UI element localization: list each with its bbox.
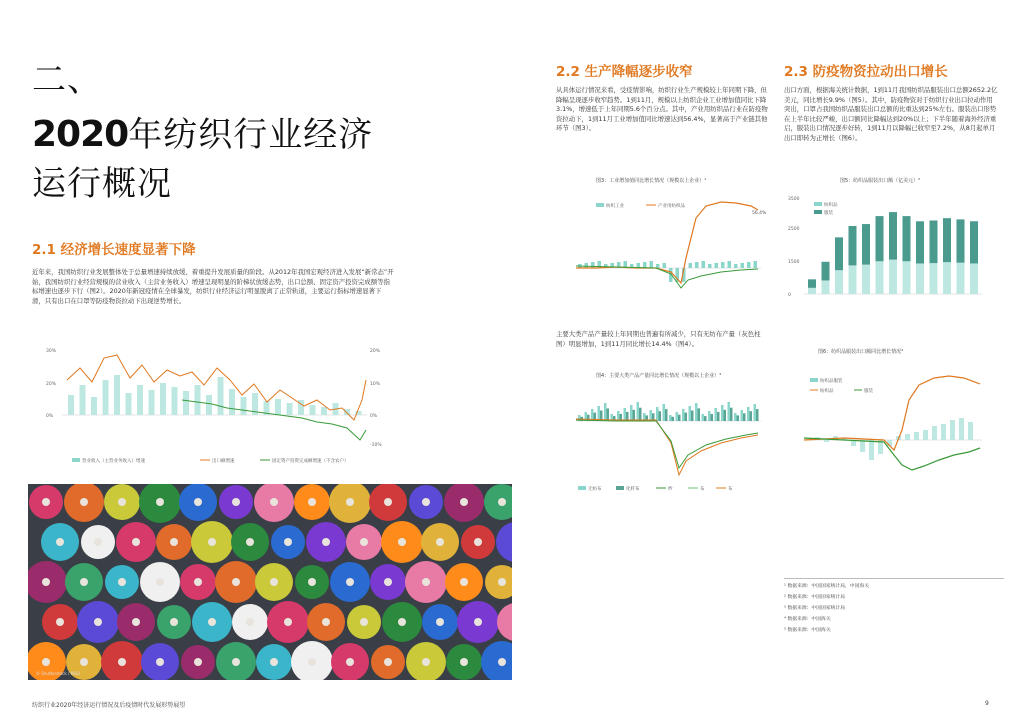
figure-5-title: 图5：纺织品服装出口额（亿美元）² [840, 178, 921, 184]
y-right-tick: 10% [370, 382, 381, 387]
fig5-bars [808, 212, 978, 294]
fig5-bar-textiles [822, 280, 830, 294]
fig3-bar [650, 261, 654, 268]
y-left-tick: 20% [46, 382, 57, 387]
fig6-bar [824, 440, 829, 442]
fig2-bar [183, 391, 189, 415]
spool-core [232, 578, 240, 586]
fig4-bar [715, 408, 718, 421]
fig5-bar-apparel [930, 220, 938, 263]
spool-core [474, 538, 482, 546]
fig6-bar [914, 432, 919, 440]
fig5-y-tick: 1500 [788, 260, 800, 265]
fig5-bar-textiles [903, 261, 911, 294]
fig4-bar [624, 408, 627, 421]
fig5-bar-textiles [876, 261, 884, 294]
note-2: ² 数据来源：中国国家统计局 [784, 595, 846, 600]
spool-core [308, 658, 316, 666]
fig4-bar [633, 410, 636, 421]
fig4-bar [691, 411, 694, 422]
spool-core [170, 538, 178, 546]
spool-core [436, 618, 444, 626]
section-2-3-paragraph: 出口方面，根据海关统计数据，1到11月我国纺织品服装出口总额2652.2亿美元，同比增长9.9%（图5）。其中，防疫物资对于纺织行业出口拉动作用突出，口罩占我国纺织品服装出口总额的比重达到25%左右。服装出口形势在上半年比较严峻，出口额同比降幅达到20%以上；下半年随着海外经济重启，服装出口情况逐步好转，1到11月以降幅已收窄至7.2%，从8月起单月出口即转为正增长（图6）。 [784, 86, 998, 142]
spool-core [436, 538, 444, 546]
fig3-bar [695, 262, 699, 268]
fig2-bars [68, 375, 362, 415]
fig2-bar [321, 407, 327, 415]
spool-core [80, 658, 88, 666]
spool-core [56, 618, 64, 626]
fig4-bar [672, 417, 675, 421]
fig5-bar-textiles [916, 263, 924, 294]
spool-core [398, 618, 406, 626]
fig4-bars [578, 402, 759, 421]
spool-core [322, 618, 330, 626]
y-right-tick: 20% [370, 349, 381, 354]
fig4-bar [639, 408, 642, 421]
spool-core [246, 538, 254, 546]
legend-investment: 固定资产投资完成额增速（不含农户） [272, 459, 349, 464]
photo-credit: © Shutterstock / M&D [36, 671, 81, 676]
fig3-end-label: 56.4% [752, 211, 766, 216]
spool-core [270, 658, 278, 666]
fig4-bar [650, 410, 653, 421]
fig2-bar [275, 399, 281, 415]
fig4-bar [717, 412, 720, 421]
spool-core [208, 538, 216, 546]
section-2-3-heading: 2.3 防疫物资拉动出口增长 [784, 64, 948, 80]
fig5-bar-textiles [957, 263, 965, 294]
fig2-bar [80, 385, 86, 415]
fig5-bar-apparel [849, 226, 857, 265]
note-5: ⁵ 数据来源：中国海关 [784, 628, 831, 633]
fig2-bar [229, 389, 235, 415]
spool-core [284, 618, 292, 626]
fig5-bar-apparel [970, 221, 978, 263]
spool-core [194, 578, 202, 586]
fig6-bar [923, 430, 928, 440]
fig5-bar-textiles [849, 265, 857, 294]
fig2-bar [91, 397, 97, 415]
spool-core [156, 578, 164, 586]
note-4: ⁴ 数据来源：中国海关 [784, 617, 831, 622]
spool-core [346, 578, 354, 586]
fig4-bar [750, 411, 753, 421]
spool-core [308, 578, 316, 586]
fig4-orange-line [576, 419, 758, 475]
fig5-bar-apparel [835, 237, 843, 270]
spool-core [422, 658, 430, 666]
title-year: 2020 [32, 114, 129, 155]
legend-fig6-textile-apparel: 纺织品服装 [820, 379, 843, 384]
spool-core [398, 538, 406, 546]
fig4-bar [695, 403, 698, 421]
fig5-bar-textiles [889, 260, 897, 294]
page-title [32, 112, 373, 158]
spool-core [194, 658, 202, 666]
fig4-bar [663, 404, 666, 421]
legend-yarn: 纱 [668, 487, 673, 492]
spool-core [118, 578, 126, 586]
spool-core [94, 618, 102, 626]
spool-core [498, 658, 506, 666]
legend-revenue: 营业收入（主营业务收入）增速 [82, 459, 145, 464]
fig4-bar [630, 405, 633, 421]
fig4-bar [685, 413, 688, 421]
fig5-bar-apparel [862, 224, 870, 265]
fig5-bar-apparel [822, 262, 830, 281]
spool-core [498, 498, 506, 506]
figure-4-title: 图4：主要大类产品产量同比增长情况（规模以上企业）³ [596, 373, 722, 379]
fig3-bar [591, 262, 595, 268]
legend-textiles: 纺织品 [824, 203, 838, 208]
y-left-tick: 0% [46, 414, 54, 419]
fig4-bar [604, 403, 607, 421]
spool-core [422, 498, 430, 506]
spool-core [384, 498, 392, 506]
fig3-bar [741, 263, 745, 268]
fig2-bar [172, 387, 178, 415]
fig3-bar [728, 261, 732, 268]
fig4-bar [678, 415, 681, 421]
spool-core [232, 658, 240, 666]
fig3-bar [721, 262, 725, 268]
fig4-bar [659, 411, 662, 421]
section-2-1-heading: 2.1 经济增长速度显著下降 [32, 242, 196, 258]
fig5-bar-textiles [862, 265, 870, 294]
fig2-bar [137, 385, 143, 415]
fig5-bar-apparel [808, 279, 816, 288]
fig3-bar [708, 264, 712, 268]
fig4-bar [598, 406, 601, 421]
spool-core [208, 618, 216, 626]
fig4-bar [747, 407, 750, 421]
fig2-bar [126, 393, 132, 415]
figure-2-chart [32, 340, 392, 470]
spool-core [308, 498, 316, 506]
fig6-bar [860, 440, 865, 452]
fig2-bar [103, 380, 109, 415]
fig4-bar [730, 408, 733, 421]
spool-core [346, 658, 354, 666]
spool-core [42, 498, 50, 506]
fig3-bar [656, 264, 660, 268]
fig4-bar [682, 409, 685, 421]
source-notes [784, 578, 1004, 636]
fig4-bar [689, 406, 692, 421]
fig4-bar [702, 414, 705, 421]
spool-core [460, 658, 468, 666]
fig3-bar [689, 263, 693, 268]
spool-core [384, 578, 392, 586]
fig4-bar [704, 416, 707, 421]
fig2-bar [344, 409, 350, 415]
fig2-bar [114, 375, 120, 415]
fig4-bar [656, 407, 659, 421]
figure-3-chart [556, 188, 766, 303]
fig6-bar [968, 422, 973, 440]
spool-core [384, 658, 392, 666]
fig5-y-tick: 3500 [788, 197, 800, 202]
section-2-2-heading: 2.2 生产降幅逐步收窄 [556, 64, 693, 80]
fig3-bar [754, 261, 758, 268]
fig4-bar [743, 413, 746, 421]
fig6-bar [905, 434, 910, 440]
fig5-y-tick: 2500 [788, 227, 800, 232]
fig4-bar [607, 408, 610, 421]
spool-core [132, 538, 140, 546]
fig4-bar [669, 415, 672, 421]
legend-export: 出口额增速 [212, 459, 235, 464]
legend-industrial-textiles: 产业用纺织品 [658, 204, 685, 209]
spool-core [246, 618, 254, 626]
spool-core [322, 538, 330, 546]
fig2-bar [241, 397, 247, 415]
fig6-bar [959, 418, 964, 440]
fig2-bar [149, 390, 155, 415]
fig4-bar [728, 402, 731, 421]
fig5-bar-textiles [808, 288, 816, 294]
fig4-green-line [576, 420, 758, 468]
spool-core [460, 578, 468, 586]
spool-core [498, 578, 506, 586]
fig4-bar [741, 410, 744, 421]
section-2-1-paragraph: 近年来，我国纺织行业发展整体处于总量增速持续放缓、着重提升发展质量的阶段。从2012年我国宏观经济进入发展“新常态”开始，我国纺织行业经营规模的营业收入（主营业务收入）增速呈现明显的阶梯状放缓态势，出口总额、固定资产投资完成额等指标增速也逐步下行（图2）。2020年新冠疫情在全球暴发，纺织行业经济运行明显脱离了正常轨道，主要运行指标增速显著下滑，只有出口在口罩等防疫物资拉动下出现逆势增长。 [32, 268, 394, 305]
spool-core [132, 618, 140, 626]
spool-core [284, 538, 292, 546]
figure-6-title: 图6：纺织品服装出口额同比增长情况⁴ [818, 349, 904, 355]
footer-text: 纺织行业2020年经济运行情况及后疫情时代发展形势展望 [32, 702, 186, 709]
fig4-bar [724, 410, 727, 421]
spool-core [194, 498, 202, 506]
fig2-bar [160, 383, 166, 415]
spool-core [42, 658, 50, 666]
fig4-bar [721, 405, 724, 421]
legend-chemical-fiber-cloth: 化纤布 [626, 487, 640, 492]
spool-core [56, 538, 64, 546]
fig3-bar [643, 262, 647, 268]
spool-core [460, 498, 468, 506]
spool-core [118, 658, 126, 666]
title-line1: 年纺织行业经济 [128, 115, 374, 155]
fig2-bar [195, 385, 201, 415]
spool-core [156, 498, 164, 506]
legend-cloth-orange: 布 [728, 487, 733, 492]
note-3: ³ 数据来源：中国国家统计局 [784, 606, 846, 611]
fig2-bar [206, 395, 212, 415]
figure-5-chart [784, 188, 984, 303]
fig3-bar [585, 263, 589, 268]
fig5-bar-apparel [957, 219, 965, 262]
yarn-spools-photo [28, 484, 512, 680]
fig6-bar [869, 440, 874, 460]
section-number: 二、 [32, 60, 102, 100]
spool-core [80, 578, 88, 586]
fig3-bar [702, 261, 706, 268]
spool-core [346, 498, 354, 506]
y-right-tick: -10% [370, 443, 382, 448]
spool-core [170, 618, 178, 626]
spool-core [360, 538, 368, 546]
fig5-bar-textiles [943, 262, 951, 294]
spool-core [270, 498, 278, 506]
fig4-bar [708, 411, 711, 421]
fig4-bar [637, 402, 640, 421]
section-2-2-paragraph: 从具体运行情况来看，受疫情影响，纺织行业生产规模较上年同期下降，但降幅呈现逐步收窄趋势。1到11月，规模以上纺织企业工业增加值同比下降3.1%，增速低于上年同期5.6个百分点。其中，产业用纺织品行业在防疫物资拉动下，1到11月工业增加值同比增速达到56.4%，显著高于产业链其他环节（图3）。 [556, 86, 768, 133]
fig5-bar-textiles [970, 263, 978, 294]
fig2-bar [287, 403, 293, 415]
spool-core [118, 498, 126, 506]
fig3-bar [663, 263, 667, 268]
section-2-2-paragraph-2: 主要大类产品产量较上年同期也普遍有所减少，只有无纺布产量（灰色柱图）明显增加，1到11月同比增长14.4%（图4）。 [556, 330, 761, 348]
fig3-bar [734, 264, 738, 268]
page-number: 9 [985, 700, 989, 707]
fig2-bar [310, 405, 316, 415]
fig4-bar [737, 415, 740, 421]
fig2-legend [72, 457, 349, 464]
yarn-spools-image [28, 484, 512, 680]
fig4-bar [698, 408, 701, 421]
fig5-bar-apparel [916, 221, 924, 263]
fig5-bar-apparel [876, 216, 884, 261]
legend-apparel: 服装 [824, 211, 833, 216]
legend-textile-industry: 纺织工业 [606, 204, 624, 209]
figure-3-title: 图3：工业增加值同比增长情况（规模以上企业）¹ [596, 178, 707, 184]
fig3-bar [747, 262, 751, 268]
spool-core [156, 658, 164, 666]
spool-core [94, 538, 102, 546]
fig6-bar [932, 426, 937, 440]
legend-fig6-textiles: 纺织品 [820, 389, 834, 394]
spool-core [232, 498, 240, 506]
fig5-y-tick: 0 [788, 293, 791, 298]
fig2-bar [68, 395, 74, 415]
legend-fig6-apparel: 服装 [864, 389, 873, 394]
spool-core [474, 618, 482, 626]
fig4-bar [734, 413, 737, 421]
fig4-bar [676, 412, 679, 421]
fig4-bar [665, 409, 668, 421]
y-left-tick: 30% [46, 349, 57, 354]
fig6-bar [950, 420, 955, 440]
spool-core [42, 578, 50, 586]
spool-core [80, 498, 88, 506]
legend-cloth: 布 [700, 487, 705, 492]
y-right-tick: 0% [370, 414, 378, 419]
spool-core [422, 578, 430, 586]
spool-core [270, 578, 278, 586]
spool-core [360, 618, 368, 626]
fig4-bar [754, 404, 757, 421]
fig5-bar-textiles [930, 263, 938, 294]
note-1: ¹ 数据来源：中国国家统计局，中国海关 [784, 584, 869, 589]
legend-nonwoven: 无纺布 [588, 487, 602, 492]
fig5-bar-apparel [943, 218, 951, 262]
fig3-green-line [576, 266, 758, 288]
fig4-bar [711, 414, 714, 421]
fig3-bar [715, 263, 719, 268]
fig2-bar [218, 377, 224, 415]
fig5-bar-apparel [903, 216, 911, 261]
fig5-bar-textiles [835, 270, 843, 294]
fig5-bar-apparel [889, 212, 897, 259]
title-line2: 运行概况 [32, 164, 172, 204]
figure-4-chart [556, 383, 766, 495]
figure-6-chart [784, 370, 984, 495]
fig6-bar [941, 424, 946, 440]
fig4-bar [756, 409, 759, 421]
